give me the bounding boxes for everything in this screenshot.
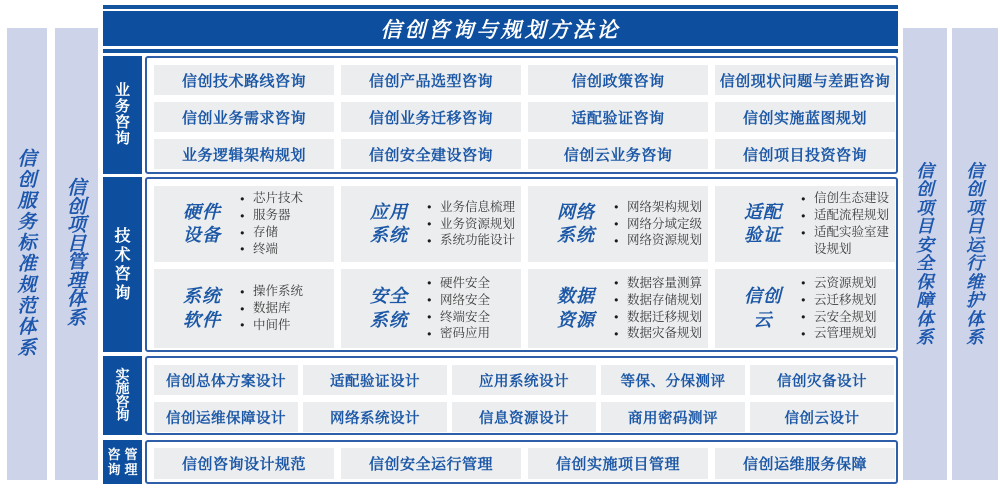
tech-card-bullets (801, 190, 895, 258)
tech-card-bullet: ● 中间件 (240, 317, 303, 334)
tech-card-bullets (427, 275, 490, 343)
section-management-label-col2: 管理 (124, 447, 138, 477)
tech-card-bullets (427, 199, 515, 250)
section-business-label-bar (103, 56, 142, 174)
tech-card-bullet: ● 数据迁移规划 (614, 309, 702, 326)
section-technical-label-bar (103, 177, 142, 352)
tech-card-application (341, 186, 521, 262)
section-business-frame (145, 56, 898, 174)
section-consulting-management (103, 440, 898, 484)
tech-card-bullet: ● 存储 (240, 224, 303, 241)
section-technical-label: 技术咨询 (114, 227, 131, 302)
right-rail-operations-maintenance (952, 28, 998, 480)
tech-card-bullet: ● 信创生态建设 (801, 190, 895, 207)
tech-card-bullet: ● 网络架构规划 (614, 199, 702, 216)
consulting-item: 信创灾备设计 (750, 365, 894, 395)
tech-card-bullets (240, 190, 303, 258)
section-implementation-label: 实施咨询 (115, 366, 130, 423)
consulting-item: 信创政策咨询 (528, 65, 708, 95)
tech-card-network (528, 186, 708, 262)
header-top-rule (103, 5, 898, 9)
section-management-label-bar (103, 440, 142, 484)
consulting-item: 业务逻辑架构规划 (154, 139, 334, 169)
tech-card-title: 硬件设备 (183, 201, 221, 245)
tech-card-title: 信创云 (744, 286, 782, 330)
consulting-item: 信创云设计 (750, 402, 894, 432)
tech-card-bullet: ● 数据容量测算 (614, 275, 702, 292)
section-management-frame (145, 440, 898, 484)
consulting-item: 商用密码测评 (601, 402, 745, 432)
consulting-item: 信创实施蓝图规划 (715, 102, 895, 132)
consulting-item: 等保、分保测评 (601, 365, 745, 395)
section-implementation-consulting (103, 356, 898, 435)
consulting-item: 信息资源设计 (452, 402, 596, 432)
tech-card-bullet: ● 云资源规划 (801, 275, 877, 292)
consulting-item: 应用系统设计 (452, 365, 596, 395)
tech-card-data-resources (528, 269, 708, 348)
section-technical-consulting (103, 177, 898, 352)
consulting-item: 网络系统设计 (303, 402, 447, 432)
tech-card-bullet: ● 适配流程规划 (801, 207, 895, 224)
consulting-item: 适配验证设计 (303, 365, 447, 395)
section-technical-frame (145, 177, 898, 352)
tech-card-adaptation (715, 186, 895, 262)
tech-card-bullet: ● 终端 (240, 241, 303, 258)
consulting-item: 信创安全建设咨询 (341, 139, 521, 169)
tech-card-title: 应用系统 (370, 201, 408, 245)
consulting-item: 信创总体方案设计 (154, 365, 298, 395)
tech-card-title: 系统软件 (183, 286, 221, 330)
left-rail-project-management-label: 信创项目管理体系 (66, 178, 86, 329)
header-banner (103, 11, 898, 46)
left-rail-service-standards-label: 信创服务标准规范体系 (17, 149, 37, 359)
tech-card-bullets (614, 275, 702, 343)
tech-card-bullet: ● 数据存储规划 (614, 292, 702, 309)
tech-card-bullet: ● 云迁移规划 (801, 292, 877, 309)
tech-card-bullet: ● 服务器 (240, 207, 303, 224)
section-business-consulting (103, 56, 898, 174)
tech-card-title: 适配验证 (744, 201, 782, 245)
tech-card-bullet: ● 云安全规划 (801, 309, 877, 326)
tech-card-bullet: ● 网络安全 (427, 292, 490, 309)
consulting-item: 信创项目投资咨询 (715, 139, 895, 169)
tech-card-bullet: ● 数据灾备规划 (614, 325, 702, 342)
section-implementation-frame (145, 356, 898, 435)
consulting-item: 信创技术路线咨询 (154, 65, 334, 95)
tech-card-bullet: ● 操作系统 (240, 283, 303, 300)
tech-card-bullet: ● 业务信息梳理 (427, 199, 515, 216)
tech-card-bullet: ● 云管理规划 (801, 325, 877, 342)
tech-card-bullets (614, 199, 702, 250)
right-rail-security-assurance (903, 28, 947, 480)
consulting-item: 信创云业务咨询 (528, 139, 708, 169)
tech-card-bullet: ● 适配实验室建设规划 (801, 224, 895, 258)
tech-card-system-software (154, 269, 334, 348)
right-rail-operations-maintenance-label: 信创项目运行维护体系 (966, 160, 984, 347)
tech-card-bullet: ● 网络资源规划 (614, 232, 702, 249)
consulting-item: 信创运维服务保障 (715, 448, 895, 479)
tech-card-bullets (801, 275, 877, 343)
right-rail-security-assurance-label: 信创项目安全保障体系 (916, 160, 934, 347)
page-title: 信创咨询与规划方法论 (380, 18, 621, 42)
tech-card-bullet: ● 网络分域定级 (614, 216, 702, 233)
consulting-item: 信创运维保障设计 (154, 402, 298, 432)
section-management-label (107, 447, 138, 477)
tech-card-bullet: ● 终端安全 (427, 309, 490, 326)
tech-card-title: 数据资源 (557, 286, 595, 330)
tech-card-bullet: ● 密码应用 (427, 325, 490, 342)
tech-card-bullet: ● 数据库 (240, 300, 303, 317)
tech-card-bullets (240, 283, 303, 334)
tech-card-title: 网络系统 (557, 201, 595, 245)
tech-card-title: 安全系统 (370, 286, 408, 330)
left-rail-project-management (55, 28, 98, 480)
section-management-label-col1: 咨询 (107, 447, 121, 477)
consulting-item: 信创产品选型咨询 (341, 65, 521, 95)
tech-card-bullet: ● 芯片技术 (240, 190, 303, 207)
consulting-item: 信创咨询设计规范 (154, 448, 334, 479)
consulting-item: 信创安全运行管理 (341, 448, 521, 479)
consulting-item: 适配验证咨询 (528, 102, 708, 132)
consulting-item: 信创实施项目管理 (528, 448, 708, 479)
section-business-label: 业务咨询 (114, 82, 130, 147)
tech-card-bullet: ● 系统功能设计 (427, 232, 515, 249)
consulting-item: 信创业务迁移咨询 (341, 102, 521, 132)
tech-card-bullet: ● 业务资源规划 (427, 216, 515, 233)
tech-card-security-system (341, 269, 521, 348)
section-implementation-label-bar (103, 356, 142, 435)
consulting-item: 信创现状问题与差距咨询 (715, 65, 895, 95)
header-bottom-rule (103, 49, 898, 53)
tech-card-bullet: ● 硬件安全 (427, 275, 490, 292)
tech-card-hardware (154, 186, 334, 262)
left-rail-service-standards (7, 28, 47, 480)
consulting-item: 信创业务需求咨询 (154, 102, 334, 132)
tech-card-xinchuang-cloud (715, 269, 895, 348)
